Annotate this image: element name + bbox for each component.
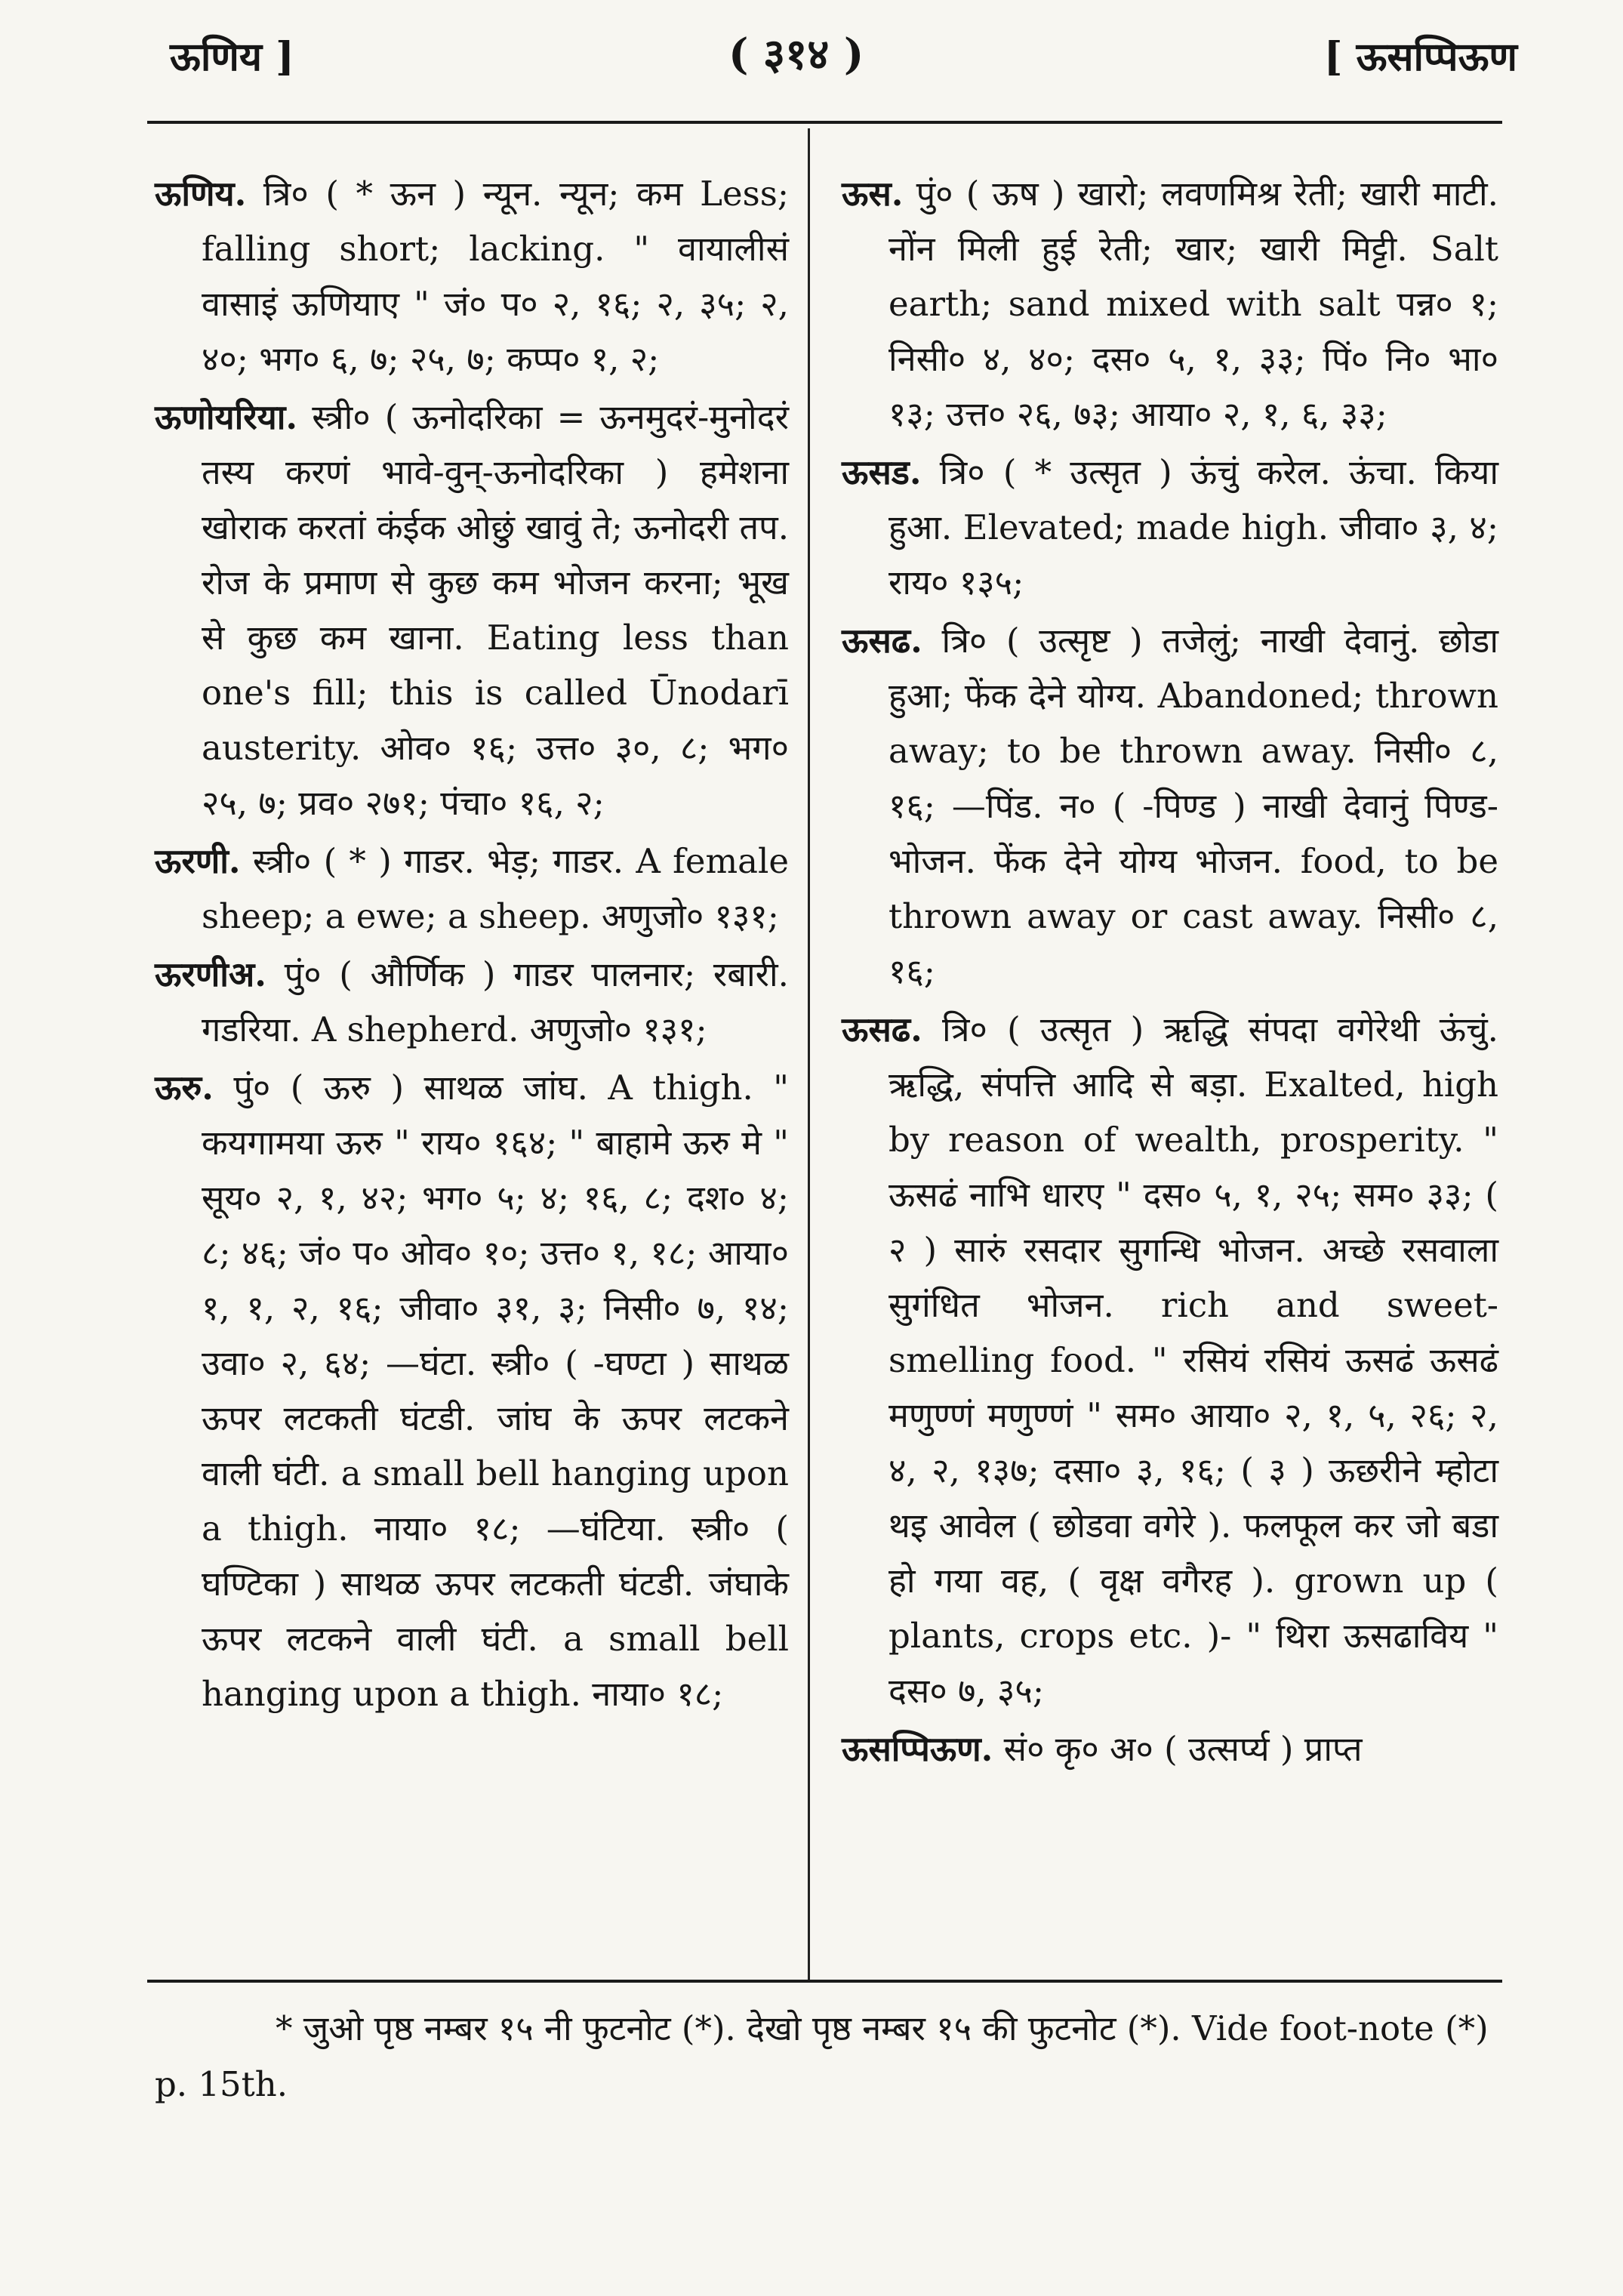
left-column: [155, 166, 789, 1724]
header-rule: [147, 121, 1502, 124]
dictionary-entry: [155, 834, 789, 944]
entry-text: स्त्री० ( ऊनोदरिका = ऊनमुदरं-मुनोदरं तस्य करणं भावे-वुन्-ऊनोदरिका ) हमेशना खोराक करतां कंईक ओछुं खावुं ते; ऊनोदरी तप. रोज के प्रमाण से कुछ कम भोजन करना; भूख से कुछ कम खाना. Eating less than one's fill; this is called Ūnodarī austerity. ओव० १६; उत्त० ३०, ८; भग० २५, ७; प्रव० २७१; पंचा० १६, २;: [202, 397, 790, 823]
entry-text: पुं० ( ऊरु ) साथळ जांघ. A thigh. " कयगामया ऊरु " राय० १६४; " बाहामे ऊरु मे " सूय० २, १, ४२; भग० ५; ४; १६, ८; दश० ४; ८; ४६; जं० प० ओव० १०; उत्त० १, १८; आया० १, १, २, १६; जीवा० ३१, ३; निसी० ७, १४; उवा० २, ६४; —घंटा. स्त्री० ( -घण्टा ) साथळ ऊपर लटकती घंटडी. जांघ के ऊपर लटकने वाली घंटी. a small bell hanging upon a thigh. नाया० १८; —घंटिया. स्त्री० ( घण्टिका ) साथळ ऊपर लटकती घंटडी. जंघाके ऊपर लटकने वाली घंटी. a small bell hanging upon a thigh. नाया० १८;: [202, 1068, 789, 1714]
page-number: ( ३१४ ): [728, 29, 864, 79]
header-right-guide-word: [ ऊसप्पिऊण: [1323, 34, 1517, 80]
entry-text: त्रि० ( उत्सृत ) ऋद्धि संपदा वगेरेथी ऊंचुं. ऋद्धि, संपत्ति आदि से बड़ा. Exalted, high by reason of wealth, prosperity. " ऊसढं नाभि धारए " दस० ५, १, २५; सम० ३३; ( २ ) सारुं रसदार सुगन्धि भोजन. अच्छे रसवाला सुगंधित भोजन. rich and sweet-smelling food. " रसियं रसियं ऊसढं ऊसढं मणुण्णं मणुण्णं " सम० आया० २, १, ५, २६; २, ४, २, १३७; दसा० ३, १६; ( ३ ) ऊछरीने म्होटा थइ आवेल ( छोडवा वगेरे ). फलफूल कर जो बडा हो गया वह, ( वृक्ष वगैरह ). grown up ( plants, crops etc. )- " थिरा ऊसढाविय " दस० ७, ३५;: [888, 1009, 1498, 1711]
entry-headword: ऊसप्पिऊण.: [842, 1729, 993, 1769]
entry-headword: ऊरु.: [155, 1068, 214, 1108]
entry-text: त्रि० ( उत्सृष्ट ) तजेलुं; नाखी देवानुं. छोडा हुआ; फेंक देने योग्य. Abandoned; thrown away; to be thrown away. निसी० ८, १६; —पिंड. न० ( -पिण्ड ) नाखी देवानुं पिण्ड-भोजन. फेंक देने योग्य भोजन. food, to be thrown away or cast away. निसी० ८, १६;: [888, 621, 1499, 991]
entry-text: त्रि० ( * ऊन ) न्यून. न्यून; कम Less; falling short; lacking. " वायालीसं वासाइं ऊणियाए " जं० प० २, १६; २, ३५; २, ४०; भग० ६, ७; २५, ७; कप्प० १, २;: [202, 174, 789, 379]
entry-text: स्त्री० ( * ) गाडर. भेड़; गाडर. A female sheep; a ewe; a sheep. अणुजो० १३१;: [202, 841, 789, 936]
dictionary-entry: [842, 1002, 1498, 1718]
entry-text: पुं० ( ऊष ) खारो; लवणमिश्र रेती; खारी माटी. नोंन मिली हुई रेती; खार; खारी मिट्टी. Salt earth; sand mixed with salt पन्न० १; निसी० ४, ४०; दस० ५, १, ३३; पिं० नि० भा० १३; उत्त० २६, ७३; आया० २, १, ६, ३३;: [888, 174, 1498, 434]
footnote-rule: [147, 1980, 1502, 1983]
footnote: * जुओ पृष्ठ नम्बर १५ नी फुटनोट (*). देखो पृष्ठ नम्बर १५ की फुटनोट (*). Vide foot-note (*) p. 15th.: [155, 2008, 1489, 2104]
header-left-guide-word: ऊणिय ]: [170, 34, 294, 80]
dictionary-entry: [155, 1060, 789, 1721]
entry-headword: ऊरणी.: [155, 841, 241, 881]
entry-headword: ऊसढ.: [842, 621, 922, 661]
dictionary-entry: [842, 613, 1498, 999]
dictionary-entry: [842, 166, 1498, 442]
entry-headword: ऊसढ.: [842, 1009, 922, 1049]
entry-headword: ऊणोयरिया.: [155, 397, 298, 437]
column-divider: [808, 128, 810, 1980]
right-column: [842, 166, 1498, 1780]
entry-text: पुं० ( और्णिक ) गाडर पालनार; रबारी. गडरिया. A shepherd. अणुजो० १३१;: [202, 954, 789, 1049]
entry-headword: ऊसड.: [842, 452, 922, 492]
dictionary-entry: [842, 1721, 1498, 1777]
entry-headword: ऊरणीअ.: [155, 954, 266, 994]
dictionary-entry: [155, 166, 789, 387]
entry-text: सं० कृ० अ० ( उत्सर्प्य ) प्राप्त: [1003, 1729, 1363, 1769]
entry-headword: ऊस.: [842, 174, 904, 214]
entry-text: त्रि० ( * उत्सृत ) ऊंचुं करेल. ऊंचा. किया हुआ. Elevated; made high. जीवा० ३, ४; राय० १३५;: [888, 452, 1498, 603]
dictionary-entry: [155, 947, 789, 1057]
entry-headword: ऊणिय.: [155, 174, 247, 214]
dictionary-entry: [155, 390, 789, 831]
dictionary-entry: [842, 445, 1498, 610]
page-header: [0, 29, 1623, 112]
